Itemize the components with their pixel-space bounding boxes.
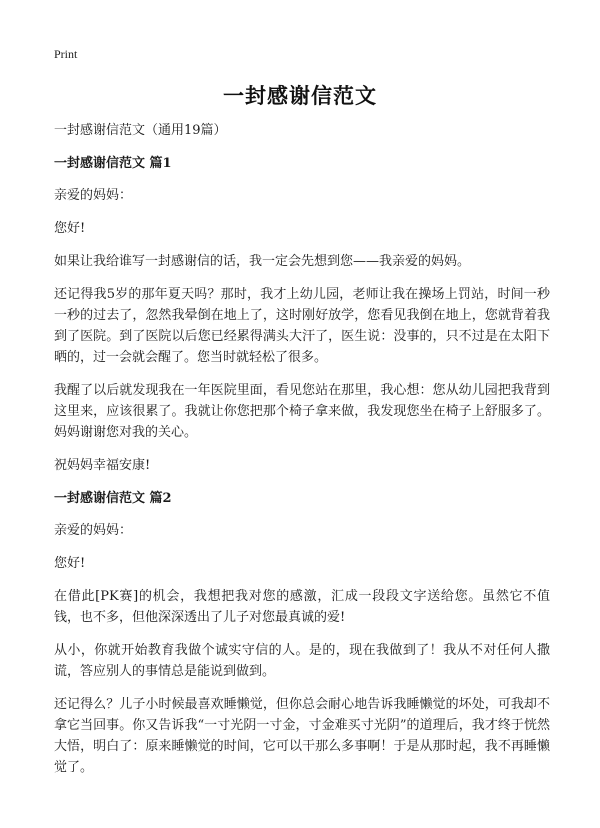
letter-closing: 祝妈妈幸福安康! <box>54 458 151 473</box>
section-heading: 一封感谢信范文 篇1 <box>54 156 172 171</box>
section-heading: 一封感谢信范文 篇2 <box>54 491 172 506</box>
letter-greeting: 亲爱的妈妈： <box>54 523 133 538</box>
letter-greeting: 亲爱的妈妈： <box>54 188 133 203</box>
letter-paragraph: 还记得么？儿子小时候最喜欢睡懒觉，但你总会耐心地告诉我睡懒觉的坏处，可我却不拿它当回事。你又告诉我“一寸光阴一寸金，寸金难买寸光阴”的道理后，我才终于恍然大悟，明白了：原来睡懒觉的时间，它可以干那么多事啊！于是从那时起，我不再睡懒觉了。 <box>54 697 550 775</box>
letter-paragraph: 我醒了以后就发现我在一年医院里面，看见您站在那里，我心想：您从幼儿园把我背到这里来，应该很累了。我就让你您把那个椅子拿来做，我发现您坐在椅子上舒服多了。妈妈谢谢您对我的关心。 <box>54 383 550 440</box>
letter-hello: 您好! <box>54 221 86 236</box>
print-label: Print <box>54 47 78 61</box>
letter-hello: 您好! <box>54 556 86 571</box>
letter-paragraph: 如果让我给谁写一封感谢信的话，我一定会先想到您——我亲爱的妈妈。 <box>54 254 471 269</box>
document-title: 一封感谢信范文 <box>223 83 377 108</box>
letter-paragraph: 在借此[PK赛]的机会，我想把我对您的感激，汇成一段段文字送给您。虽然它不值钱，也不多，但他深深透出了儿子对您最真诚的爱! <box>54 589 550 625</box>
letter-paragraph: 还记得我5岁的那年夏天吗？那时，我才上幼儿园，老师让我在操场上罚站，时间一秒一秒的过去了，忽然我晕倒在地上了，这时刚好放学，您看见我倒在地上，您就背着我到了医院。到了医院以后您已经累得满头大汗了，医生说：没事的，只不过是在太阳下晒的，过一会就会醒了。您当时就轻松了很多。 <box>54 287 550 365</box>
document-subtitle: 一封感谢信范文（通用19篇） <box>54 123 227 138</box>
letter-paragraph: 从小，你就开始教育我做个诚实守信的人。是的，现在我做到了！我从不对任何人撒谎，答应别人的事情总是能说到做到。 <box>54 643 550 679</box>
document-body <box>54 120 550 778</box>
